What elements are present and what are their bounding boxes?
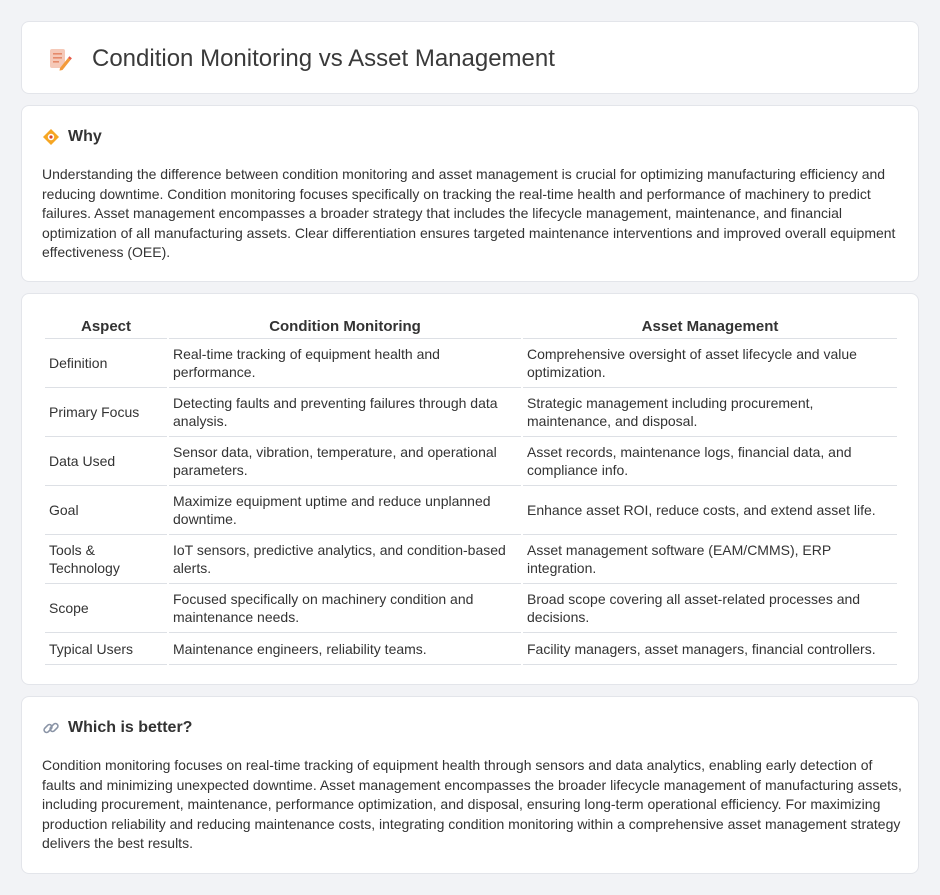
row-asset-management: Asset management software (EAM/CMMS), ERP integration.: [523, 535, 897, 584]
row-asset-management: Enhance asset ROI, reduce costs, and extend asset life.: [523, 486, 897, 535]
header-condition-monitoring: Condition Monitoring: [169, 314, 521, 339]
title-card: [21, 21, 919, 94]
why-text: Understanding the difference between condition monitoring and asset management is crucial for optimizing manufacturing efficiency and reducing downtime. Condition monitoring focuses specifically on tracking the real-time health and performance of machinery to predict failures. Asset management encompasses a broader strategy that includes the lifecycle management, maintenance, and financial optimization of all manufacturing assets. Clear differentiation ensures targeted maintenance interventions and improved overall equipment effectiveness (OEE).: [42, 166, 896, 261]
table-row: [45, 633, 897, 665]
link-icon: [42, 719, 60, 737]
table-row: [45, 388, 897, 437]
target-icon: [42, 128, 60, 146]
row-asset-management: Broad scope covering all asset-related processes and decisions.: [523, 584, 897, 633]
why-title: Why: [68, 128, 102, 145]
better-text: Condition monitoring focuses on real-time tracking of equipment health through sensors and data analytics, enabling early detection of faults and minimizing unexpected downtime. Asset management encompasses the broader lifecycle management of manufacturing assets, including procurement, maintenance, performance optimization, and disposal, ensuring long-term operational efficiency. For maximizing production reliability and reducing maintenance costs, integrating condition monitoring within a comprehensive asset management strategy delivers the best results.: [42, 757, 902, 852]
better-title: Which is better?: [68, 719, 193, 736]
document-pencil-icon: [46, 46, 72, 72]
row-aspect: Primary Focus: [45, 388, 167, 437]
header-aspect: Aspect: [45, 314, 167, 339]
why-section: [21, 105, 919, 282]
table-header-row: [45, 314, 897, 339]
row-asset-management: Comprehensive oversight of asset lifecycle and value optimization.: [523, 339, 897, 388]
comparison-table: [43, 314, 899, 665]
row-condition-monitoring: Focused specifically on machinery condition and maintenance needs.: [169, 584, 521, 633]
row-condition-monitoring: IoT sensors, predictive analytics, and condition-based alerts.: [169, 535, 521, 584]
header-asset-management: Asset Management: [523, 314, 897, 339]
row-aspect: Scope: [45, 584, 167, 633]
row-aspect: Goal: [45, 486, 167, 535]
table-row: [45, 437, 897, 486]
row-condition-monitoring: Maximize equipment uptime and reduce unplanned downtime.: [169, 486, 521, 535]
table-row: [45, 584, 897, 633]
page-title: Condition Monitoring vs Asset Management: [92, 45, 555, 72]
row-aspect: Typical Users: [45, 633, 167, 665]
row-condition-monitoring: Detecting faults and preventing failures through data analysis.: [169, 388, 521, 437]
table-row: [45, 339, 897, 388]
row-asset-management: Strategic management including procurement, maintenance, and disposal.: [523, 388, 897, 437]
table-row: [45, 535, 897, 584]
comparison-section: [21, 293, 919, 685]
row-asset-management: Asset records, maintenance logs, financial data, and compliance info.: [523, 437, 897, 486]
row-condition-monitoring: Sensor data, vibration, temperature, and operational parameters.: [169, 437, 521, 486]
row-aspect: Tools & Technology: [45, 535, 167, 584]
table-row: [45, 486, 897, 535]
why-heading: [42, 126, 102, 148]
better-heading: [42, 717, 192, 739]
row-asset-management: Facility managers, asset managers, financial controllers.: [523, 633, 897, 665]
row-aspect: Data Used: [45, 437, 167, 486]
row-condition-monitoring: Real-time tracking of equipment health and performance.: [169, 339, 521, 388]
row-aspect: Definition: [45, 339, 167, 388]
which-is-better-section: [21, 696, 919, 874]
row-condition-monitoring: Maintenance engineers, reliability teams.: [169, 633, 521, 665]
